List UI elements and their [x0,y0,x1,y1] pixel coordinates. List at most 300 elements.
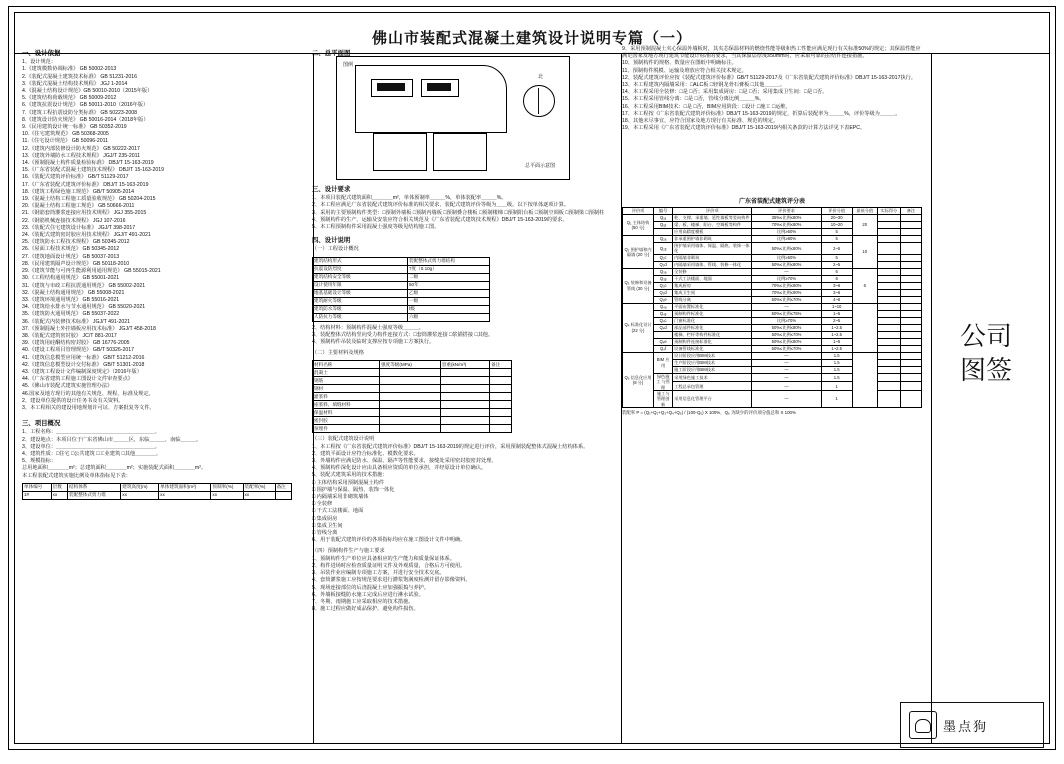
table-row [313,281,490,289]
building-block-filled [377,83,405,91]
list-item: 3、外墙构件应满足防水、保温、隔声等性能要求，接缝处采用密封胶密封处理。 [312,458,497,465]
list-item: 45.《佛山市装配式建筑实施管理办法》 [22,383,113,390]
table-row [623,289,922,296]
table-cell: Q₁ᵦ [654,222,673,229]
list-item: 5.《建筑结构荷载规范》 GB 50009-2012 [22,95,117,102]
table-header-row [623,208,922,215]
table-header-cell: 评价项 [673,208,752,215]
list-item: 31.《建筑与市政工程抗震通用规范》 GB 55002-2021 [22,282,146,289]
overview-area-line: 总用地面积＿＿＿＿m²；总建筑面积＿＿＿＿m²；实施装配式面积＿＿＿＿m²。 [22,465,207,472]
table-row [313,417,512,425]
table-cell [440,425,489,433]
list-item: 4.《混凝土结构设计规范》GB 50010-2010（2015年版） [22,88,153,95]
table-cell [900,303,921,310]
table-cell: 内隔墙非砌筑 [673,254,752,261]
table-header-cell: 预制率(%) [211,483,243,491]
table-cell [900,243,921,255]
table-row [623,215,922,222]
table-header-cell: 备注 [900,208,921,215]
site-boundary [355,65,507,133]
list-item: 6.《建筑抗震设计规范》 GB 50011-2010（2016年版） [22,102,149,109]
table-cell [877,338,900,345]
table-cell [490,393,512,401]
table-cell [380,409,441,417]
table-cell: Q₃ᵦ [654,275,673,282]
table-cell [877,310,900,317]
table-cell [900,382,921,391]
table-cell: 50%≤比例≤70% [752,345,821,352]
table-row [623,243,922,255]
table-cell: 灌浆料 [313,393,380,401]
table-cell: 1~2.5 [821,331,852,338]
table-cell [877,303,900,310]
table-cell: 密封胶 [313,417,380,425]
table-cell: 应用高精度模板 [673,229,752,236]
table-cell: 1 [821,391,852,408]
table-cell [877,382,900,391]
table-cell: 装配整体式剪力墙结构 [408,257,490,265]
table-cell [852,352,877,407]
list-item: 4、套筒灌浆施工应按规范要求进行灌浆饱满度检测并留存影像资料。 [312,577,471,584]
table-header-cell: 评价分值 [821,208,852,215]
table-cell [490,417,512,425]
table-cell: 比例≥70% [752,275,821,282]
table-cell: 2~5 [821,261,852,268]
column-design-basis [22,46,302,503]
table-cell [490,409,512,417]
table-row [313,273,490,281]
checkbox-item[interactable]: 17、本工程按《广东省装配式建筑评价标准》DBJ/T 15-163-2019的规定，折算后装配率为＿＿＿%，评价等级为＿＿＿。 [622,110,901,117]
table-cell: Q₃e [654,296,673,303]
table-cell [380,369,441,377]
table-header-cell: 建筑高度(m) [121,483,159,491]
building-block [433,133,487,171]
dog-logo-icon [909,711,937,739]
table-cell [877,373,900,382]
table-cell: 绿色施工 与管理 [654,373,673,390]
table-cell [877,261,900,268]
north-arrow-icon [523,85,555,117]
list-item: 6、外墙板接缝防水施工完成后应进行淋水试验。 [312,591,424,598]
list-item: 3.《装配式混凝土结构技术规程》 JGJ 1-2014 [22,80,128,87]
table-cell: — [752,391,821,408]
list-item: 40.《建设工程项目管理规范》 GB/T 50326-2017 [22,347,135,354]
score-table-caption: 广东省装配式建筑评分表 [738,199,805,205]
list-item: 4、预制构件的生产、运输及安装应符合相关规范及《广东省装配式建筑技术规程》DBJ/T 15-163-2019的要求。 [312,216,568,223]
table-cell [440,417,489,425]
table-row [623,282,922,289]
checkbox-item[interactable]: 16、本工程采用BIM技术：□是 □否，BIM应用阶段：□设计 □施工 □运维。 [622,103,791,110]
table-cell [877,229,900,236]
table-row [623,229,922,236]
table-row [313,377,512,385]
table-cell: 50%≤比例≤80% [752,243,821,255]
table-row [623,352,922,359]
subsection-heading-overview: （一）工程设计概况 [312,246,359,253]
table-cell: 施工阶段应用BIM技术 [673,366,752,373]
table-cell: 10 [852,236,877,269]
section-heading-site-plan: 二、总平面图 [312,50,351,57]
table-row [623,254,922,261]
table-cell: Q₂d [654,261,673,268]
table-cell: 管线分离 [673,296,752,303]
table-cell: 设计使用年限 [313,281,408,289]
table-cell: 比例≥50% [752,254,821,261]
table-cell [900,289,921,296]
table-cell: — [752,373,821,382]
table-row [623,345,922,352]
list-item: 17.《广东省装配式建筑评价标准》 DBJ/T 15-163-2019 [22,181,149,188]
table-cell [440,393,489,401]
table-row [623,303,922,310]
table-cell: 钢筋 [313,377,380,385]
list-item: 22.《钢筋机械连接技术规程》 JGJ 107-2016 [22,217,126,224]
table-cell: 采用信息化管理平台 [673,391,752,408]
table-cell [877,275,900,282]
list-item: 3、本工程相关的建设用地规划许可证、方案批复等文件。 [22,404,155,411]
table-row [623,296,922,303]
table-cell [654,229,673,236]
subsection-heading-materials: （二）主要材料及规格 [312,350,364,357]
table-cell [900,391,921,408]
table-cell: 50年 [408,281,490,289]
seal-line-2: 图签 [959,356,1012,386]
table-cell [900,275,921,282]
checkbox-item[interactable]: 12、装配式建筑评价应按《装配式建筑评价标准》GB/T 51129-2017及《广东省装配式建筑评价标准》DBJ/T 15-163-2017执行。 [622,74,917,81]
table-cell: 35%≤比例≤80% [752,215,821,222]
table-cell: 3~6 [821,289,852,296]
table-cell [900,268,921,275]
table-cell: 建筑耐火等级 [313,297,408,305]
table-cell: — [752,303,821,310]
table-row [313,257,490,265]
list-item: 43.《建筑工程设计文件编制深度规定》（2016年版） [22,368,142,375]
table-cell: 预制构件标准化 [673,310,752,317]
list-item: 5、规模指标： [22,458,57,465]
table-row [313,289,490,297]
checkbox-item[interactable]: □ 集成厨房 [312,515,338,522]
single-building-index-table [22,483,302,500]
table-cell: 1~2.5 [821,345,852,352]
checkbox-item[interactable]: □ 干式工法楼面、地面 [312,508,364,515]
table-cell: BIM 应用 [654,352,673,373]
list-item: 1.《建筑模数协调标准》 GB 50002-2013 [22,66,117,73]
list-item: 41.《建筑信息模型应用统一标准》 GB/T 51212-2016 [22,354,145,361]
table-cell [877,296,900,303]
table-cell [877,317,900,324]
checkbox-item[interactable]: 9、采用预制混凝土夹心保温外墙板时，其夹芯保温材料的燃烧性能等级和热工性能应满足现行有关标准50%的规定；其保温性能应满足国家及地方现行建筑节能设计标准的要求，当其保温层厚度≥50mm时，应采取可靠的拉结件连接措施。 [622,46,921,60]
table-cell: 干式工法楼面、地面 [673,275,752,282]
table-cell [490,369,512,377]
list-item: 28.《民用建筑隔声设计规范》 GB 50118-2010 [22,260,130,267]
table-cell: 地基基础设计等级 [313,289,408,297]
list-item: 4、预制构件深化设计应由具备相应资质的单位承担，并经原设计单位确认。 [312,465,487,472]
table-cell: — [752,268,821,275]
list-item: 12.《建筑内部装修设计防火规范》 GB 50222-2017 [22,145,140,152]
table-cell: 梁、板、楼梯、阳台、空调板等构件 [673,222,752,229]
table-cell: 门窗标准化 [673,317,752,324]
score-formula: 装配率 P = (Q₁+Q₂+Q₃+Q₄+Q₅) / (100-Q₆) X 100%，Q₆ 为缺少的评价项分值总和 X 100% [622,410,796,416]
continued-notes-list [622,46,922,132]
table-cell: xx [159,491,211,499]
list-item: 5、本工程预制构件采用混凝土强度等级见结构施工图。 [312,224,440,231]
list-item: 10.《住宅建筑规范》 GB 50368-2005 [22,131,109,138]
checkbox-item[interactable]: 15、本工程采用管线分离：□是 □否，管线分离比例＿＿＿%。 [622,96,765,103]
table-header-cell: 容重(kN/m³) [440,361,489,369]
table-cell: xx [211,491,243,499]
table-cell: 楼梯、栏杆等构件标准化 [673,331,752,338]
table-cell: 部品部件标准化 [673,324,752,331]
table-cell: 1~5 [821,338,852,345]
design-basis-intro: 1、设计规范： [22,59,57,66]
table-row [623,261,922,268]
subsection-heading-production: （四）预制构件生产与施工要求 [312,548,385,555]
table-cell [877,345,900,352]
table-cell [654,331,673,338]
list-item: 25.《建筑防水工程技术规程》 GB 50345-2012 [22,239,130,246]
table-cell: 人防抗力等级 [313,313,408,321]
list-item: 3、建设单位：＿＿＿＿＿＿＿＿＿＿＿＿＿＿＿＿＿＿＿。 [22,443,160,450]
table-cell [900,261,921,268]
table-cell: 抗震设防烈度 [313,265,408,273]
materials-table [312,360,612,433]
table-row [313,425,512,433]
list-item: 1、工程名称：＿＿＿＿＿＿＿＿＿＿＿＿＿＿＿＿＿＿＿。 [22,429,160,436]
table-cell [900,352,921,359]
table-cell [877,391,900,408]
list-item: 7.《建筑工程抗震设防分类标准》 GB 50223-2008 [22,109,138,116]
table-cell [900,366,921,373]
table-cell: Q₂ₐ [654,236,673,243]
table-cell: Q₃ₐ [654,268,673,275]
company-seal-placeholder [938,320,1034,388]
list-item: 7、冬期、雨期施工应采取相应的技术措施。 [312,598,414,605]
table-cell: 50%≤比例≤75% [752,310,821,317]
checkbox-item[interactable]: 18、其他未尽事宜，应符合国家及地方现行有关标准、规范的规定。 [622,118,779,125]
checkbox-item[interactable]: □ 全装修 [312,501,333,508]
table-header-cell: 单体编号 [23,483,52,491]
table-header-cell: 强度等级(MPa) [380,361,441,369]
score-table [622,207,922,408]
checkbox-item[interactable]: □ 主体结构采用预制混凝土构件 [312,479,385,486]
list-item: 1、本工程按《广东省装配式建筑评价标准》DBJ/T 15-163-2019的规定进行评价，采用预制装配整体式混凝土结构体系。 [312,443,589,450]
table-cell [877,289,900,296]
table-cell [877,222,900,229]
table-cell: 施工与 管理创新 [654,391,673,408]
checkbox-item[interactable]: 13、本工程建筑内隔墙采用：□ALC板 □轻钢龙骨石膏板 □其他＿＿＿。 [622,82,786,89]
table-cell [380,377,441,385]
design-basis-list [22,66,302,412]
table-cell: 集成卫生间 [673,289,752,296]
table-cell [380,401,441,409]
list-item: 8、施工过程应做好成品保护，避免构件损伤。 [312,606,419,613]
table-cell: 集成厨房 [673,282,752,289]
table-cell: 6 [821,268,852,275]
table-cell [900,296,921,303]
table-cell [877,324,900,331]
table-cell [900,215,921,222]
table-header-cell: 层数 [51,483,67,491]
table-cell: 6 [821,275,852,282]
table-cell [900,229,921,236]
table-cell: 预制构件连接标准化 [673,338,752,345]
list-item: 21.《钢筋套筒灌浆连接应用技术规程》 JGJ 355-2015 [22,210,147,217]
list-item: 1、预制构件生产单位应具备相应的生产能力和质量保证体系。 [312,555,455,562]
column-divider-3 [931,53,932,743]
table-cell: 50%≤比例≤70% [752,296,821,303]
list-item: 36.《装配式内装修技术标准》 JGJ/T 491-2021 [22,318,131,325]
table-cell: 50%≤比例≤80% [752,261,821,268]
table-cell: Q₁ 主体结构 (50 分) [623,215,654,236]
table-cell: Q₃c [654,282,673,289]
table-cell: 1~5 [821,310,852,317]
table-cell: 混凝土 [313,369,380,377]
logo-text: 墨点狗 [943,719,989,735]
list-item: 15.《广东省装配式混凝土建筑技术规程》 DBJ/T 15-163-2019 [22,167,165,174]
list-item: 34.《建筑给水排水与节水通用规范》 GB 55020-2021 [22,304,146,311]
table-row [623,268,922,275]
table-cell: 预埋件 [313,425,380,433]
table-cell: — [752,352,821,359]
table-cell: 5 [821,254,852,261]
list-item: 1、本项目装配式建筑面积＿＿＿＿m²，单体预制率＿＿＿%，单体装配率＿＿＿%。 [312,195,507,202]
table-cell: 装配整体式剪力墙 [68,491,121,499]
checkbox-item[interactable]: 19、本工程采用《广东省装配式建筑评价标准》DBJ/T 15-163-2019内相关条款的计算方法详见下表EPC。 [622,125,866,132]
table-cell [380,417,441,425]
table-cell: xx [51,491,67,499]
checkbox-item[interactable]: □ 集成卫生间 [312,522,343,529]
table-cell: Q₂ 围护墙和内隔墙 (20 分) [623,236,654,269]
site-plan-figure [336,56,570,180]
table-cell [877,236,900,243]
table-cell [490,377,512,385]
table-cell [900,282,921,289]
table-row [623,373,922,382]
table-cell: 70%≤比例≤80% [752,222,821,229]
table-cell [877,331,900,338]
table-cell: 平面布置标准化 [673,303,752,310]
table-cell [275,491,291,499]
table-cell: 70%≤比例≤90% [752,282,821,289]
table-cell [900,331,921,338]
list-item: 38.《装配式建筑密封胶》 JC/T 881-2017 [22,332,117,339]
table-cell: — [752,359,821,366]
table-cell [900,338,921,345]
table-cell: 柱、支撑、承重墙、延性墙板等竖向构件 [673,215,752,222]
table-cell: 设计阶段应用BIM技术 [673,352,752,359]
list-item: 4、预制构件吊装及临时支撑应按专项施工方案执行。 [312,339,435,346]
list-item: 29.《建筑节能与可再生能源利用通用规范》 GB 55015-2021 [22,268,161,275]
list-item: 42.《建筑信息模型设计交付标准》 GB/T 51301-2018 [22,361,145,368]
table-cell: 建筑结构形式 [313,257,408,265]
list-item: 2、结构材料：预制构件混凝土强度等级＿＿＿。 [312,324,424,331]
table-cell: Q₃d [654,289,673,296]
table-row [623,310,922,317]
table-cell: 6 [852,268,877,303]
list-item: 30.《工程结构通用规范》 GB 55001-2021 [22,275,120,282]
list-item: 2.《装配式混凝土建筑技术标准》 GB 51231-2016 [22,73,138,80]
north-label: 北 [537,74,543,80]
table-row [313,305,490,313]
table-cell: — [752,366,821,373]
table-row [623,317,922,324]
table-cell: 1~10 [821,303,852,310]
watermark-logo [900,702,1044,748]
table-cell: Q₄ᵦ [654,310,673,317]
table-cell: 10~20 [821,222,852,229]
table-cell: 5 [821,229,852,236]
table-cell: 4~6 [821,296,852,303]
table-header-cell: 单体建筑面积(m²) [159,483,211,491]
table-cell: 3~6 [821,282,852,289]
checkbox-item[interactable]: 14、本工程采用全装修：□是 □否；采用集成厨房：□是 □否；采用集成卫生间：□是 □否。 [622,89,828,96]
table-row [623,324,922,331]
table-header-cell: 结构体系 [68,483,121,491]
table-cell: 5 [821,236,852,243]
table-header-cell: 材料名称 [313,361,380,369]
table-cell: 建筑防水等级 [313,305,408,313]
table-cell [490,401,512,409]
table-cell: 50%≤比例≤80% [752,338,821,345]
legend-label: 图例 [343,62,354,68]
table-cell: Ⅰ级 [408,305,490,313]
table-cell: 1.5 [821,359,852,366]
table-cell: 70%≤比例≤90% [752,289,821,296]
table-cell: 座浆料、填缝材料 [313,401,380,409]
table-cell: 1.5 [821,373,852,382]
table-cell: 比例≥60% [752,229,821,236]
list-item: 8.《建筑设计防火规范》 GB 50016-2014（2018年版） [22,116,149,123]
table-row [313,369,512,377]
table-cell: 1 [821,382,852,391]
table-cell [490,385,512,393]
table-cell: xx [243,491,275,499]
checkbox-item[interactable]: □ 围护墙与保温、隔热、装饰一体化 [312,486,395,493]
table-cell [900,359,921,366]
list-item: 24.《装配式建筑密封胶应用技术规程》 JGJ/T 491-2021 [22,232,151,239]
table-cell [900,345,921,352]
list-item: 2、建筑平面设计应符合标准化、模数化要求。 [312,450,419,457]
table-cell: 钢材 [313,385,380,393]
table-cell: 全装修 [673,268,752,275]
table-cell: 保温材料 [313,409,380,417]
table-cell: 建筑结构安全等级 [313,273,408,281]
checkbox-item[interactable]: 11、预制构件脱模、运输及堆放应符合相关技术规定。 [622,67,747,74]
table-cell: 1.5 [821,352,852,359]
table-header-cell: 评价项 [623,208,654,215]
table-cell: Q₄e [654,338,673,345]
checkbox-item[interactable]: 10、预制构件的规格、数量应在图纸中明确标注。 [622,60,737,67]
table-cell [877,254,900,261]
table-cell: 设备管线标准化 [673,345,752,352]
table-row [313,385,512,393]
table-row [313,313,490,321]
checkbox-item[interactable]: □ 管线分离 [312,530,338,537]
table-header-cell: 评价要求 [752,208,821,215]
table-header-cell: 最低分值 [852,208,877,215]
building-block-filled [427,83,451,91]
checkbox-item[interactable]: □ 内隔墙采用非砌筑墙体 [312,494,369,501]
table-cell: 生产阶段应用BIM技术 [673,359,752,366]
table-cell [852,303,877,352]
list-item: 9.《民用建筑设计统一标准》 GB 50352-2019 [22,124,127,131]
list-item: 13.《建筑外墙防水工程技术规程》 JGJ/T 235-2011 [22,152,140,159]
table-row [313,401,512,409]
table-cell: Q₁ₐ [654,215,673,222]
table-cell [900,254,921,261]
table-header-cell: 编号 [654,208,673,215]
table-cell: 采用绿色施工技术 [673,373,752,382]
